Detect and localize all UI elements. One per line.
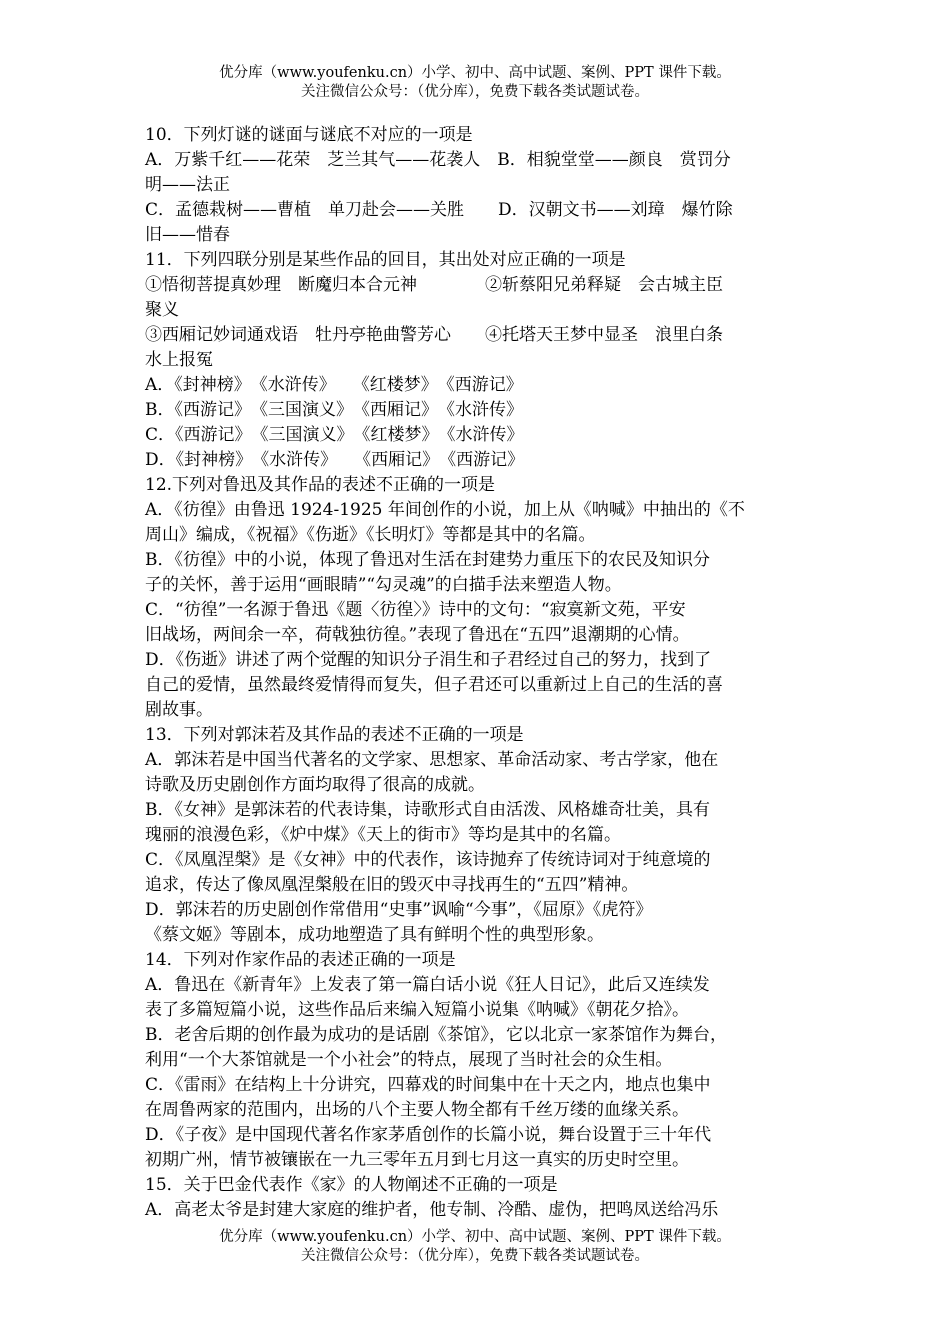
text-line: 12.下列对鲁迅及其作品的表述不正确的一项是	[145, 475, 496, 495]
text-line: C．《雷雨》在结构上十分讲究，四幕戏的时间集中在十天之内，地点也集中	[145, 1075, 711, 1095]
text-line: B．《彷徨》中的小说，体现了鲁迅对生活在封建势力重压下的农民及知识分	[145, 550, 710, 570]
page-header	[0, 64, 950, 102]
text-line: C．孟德栽树——曹植 单刀赴会——关胜 D．汉朝文书——刘璋 爆竹除	[145, 200, 733, 220]
text-line: 《蔡文姬》等剧本，成功地塑造了具有鲜明个性的典型形象。	[145, 925, 604, 945]
text-line: D．《封神榜》 《水浒传》 《西厢记》 《西游记》	[145, 450, 525, 470]
text-line: 周山》编成，《祝福》《伤逝》《长明灯》等都是其中的名篇。	[145, 525, 596, 545]
text-line: A．万紫千红——花荣 芝兰其气——花袭人 B．相貌堂堂——颜良 赏罚分	[145, 150, 731, 170]
text-line: 利用“一个大茶馆就是一个小社会”的特点，展现了当时社会的众生相。	[145, 1050, 673, 1070]
text-line: B．《西游记》 《三国演义》 《西厢记》 《水浒传》	[145, 400, 523, 420]
text-line: C．《西游记》 《三国演义》 《红楼梦》 《水浒传》	[145, 425, 524, 445]
text-line: 明——法正	[145, 175, 230, 195]
text-line: 在周鲁两家的范围内，出场的八个主要人物全都有千丝万缕的血缘关系。	[145, 1100, 689, 1120]
text-line: A．《封神榜》 《水浒传》 《红楼梦》 《西游记》	[145, 375, 523, 395]
text-line: 表了多篇短篇小说，这些作品后来编入短篇小说集《呐喊》《朝花夕拾》。	[145, 1000, 689, 1020]
text-line: 剧故事。	[145, 700, 213, 720]
text-line: D．《子夜》是中国现代著名作家茅盾创作的长篇小说，舞台设置于三十年代	[145, 1125, 712, 1145]
header-line-1: 优分库（www.youfenku.cn）小学、初中、高中试题、案例、PPT 课件下载。	[219, 65, 731, 81]
text-line: 瑰丽的浪漫色彩，《炉中煤》《天上的街市》等均是其中的名篇。	[145, 825, 621, 845]
page-footer	[0, 1228, 950, 1266]
text-line: D．《伤逝》讲述了两个觉醒的知识分子涓生和子君经过自己的努力，找到了	[145, 650, 712, 670]
text-line: 旧——惜春	[145, 225, 230, 245]
footer-line-1: 优分库（www.youfenku.cn）小学、初中、高中试题、案例、PPT 课件下载。	[219, 1229, 731, 1245]
text-line: 初期广州，情节被镶嵌在一九三零年五月到七月这一真实的历史时空里。	[145, 1150, 689, 1170]
text-line: D．郭沫若的历史剧创作常借用“史事”讽喻“今事”，《屈原》《虎符》	[145, 900, 653, 920]
text-line: 追求，传达了像凤凰涅槃般在旧的毁灭中寻找再生的“五四”精神。	[145, 875, 639, 895]
text-line: 水上报冤	[145, 350, 213, 370]
text-line: A．《彷徨》由鲁迅 1924-1925 年间创作的小说，加上从《呐喊》中抽出的《不	[145, 500, 745, 520]
text-line: ③西厢记妙词通戏语 牡丹亭艳曲警芳心 ④托塔天王梦中显圣 浪里白条	[145, 325, 723, 345]
text-line: B．老舍后期的创作最为成功的是话剧《茶馆》，它以北京一家茶馆作为舞台，	[145, 1025, 727, 1045]
text-line: ①悟彻菩提真妙理 断魔归本合元神 ②斩蔡阳兄弟释疑 会古城主臣	[145, 275, 723, 295]
text-line: 诗歌及历史剧创作方面均取得了很高的成就。	[145, 775, 485, 795]
text-line: 10．下列灯谜的谜面与谜底不对应的一项是	[145, 125, 473, 145]
text-line: B．《女神》是郭沫若的代表诗集，诗歌形式自由活泼、风格雄奇壮美，具有	[145, 800, 710, 820]
text-line: A．郭沫若是中国当代著名的文学家、思想家、革命活动家、考古学家，他在	[145, 750, 719, 770]
text-line: 11．下列四联分别是某些作品的回目，其出处对应正确的一项是	[145, 250, 626, 270]
text-line: 聚义	[145, 300, 179, 320]
document-body	[145, 123, 810, 1223]
text-line: 13．下列对郭沫若及其作品的表述不正确的一项是	[145, 725, 524, 745]
text-line: 子的关怀，善于运用“画眼睛”“勾灵魂”的白描手法来塑造人物。	[145, 575, 622, 595]
text-line: 自己的爱情，虽然最终爱情得而复失，但子君还可以重新过上自己的生活的喜	[145, 675, 723, 695]
text-line: C．《凤凰涅槃》是《女神》中的代表作，该诗抛弃了传统诗词对于纯意境的	[145, 850, 711, 870]
text-line: 15．关于巴金代表作《家》的人物阐述不正确的一项是	[145, 1175, 558, 1195]
header-line-2: 关注微信公众号：（优分库），免费下载各类试题试卷。	[301, 84, 649, 100]
footer-line-2: 关注微信公众号：（优分库），免费下载各类试题试卷。	[301, 1248, 649, 1264]
text-line: C．“彷徨”一名源于鲁迅《题〈彷徨〉》诗中的文句：“寂寞新文苑，平安	[145, 600, 686, 620]
text-line: A．高老太爷是封建大家庭的维护者，他专制、冷酷、虚伪，把鸣凤送给冯乐	[145, 1200, 719, 1220]
text-line: 旧战场，两间余一卒，荷戟独彷徨。”表现了鲁迅在“五四”退潮期的心情。	[145, 625, 690, 645]
text-line: 14．下列对作家作品的表述正确的一项是	[145, 950, 456, 970]
text-line: A．鲁迅在《新青年》上发表了第一篇白话小说《狂人日记》，此后又连续发	[145, 975, 710, 995]
